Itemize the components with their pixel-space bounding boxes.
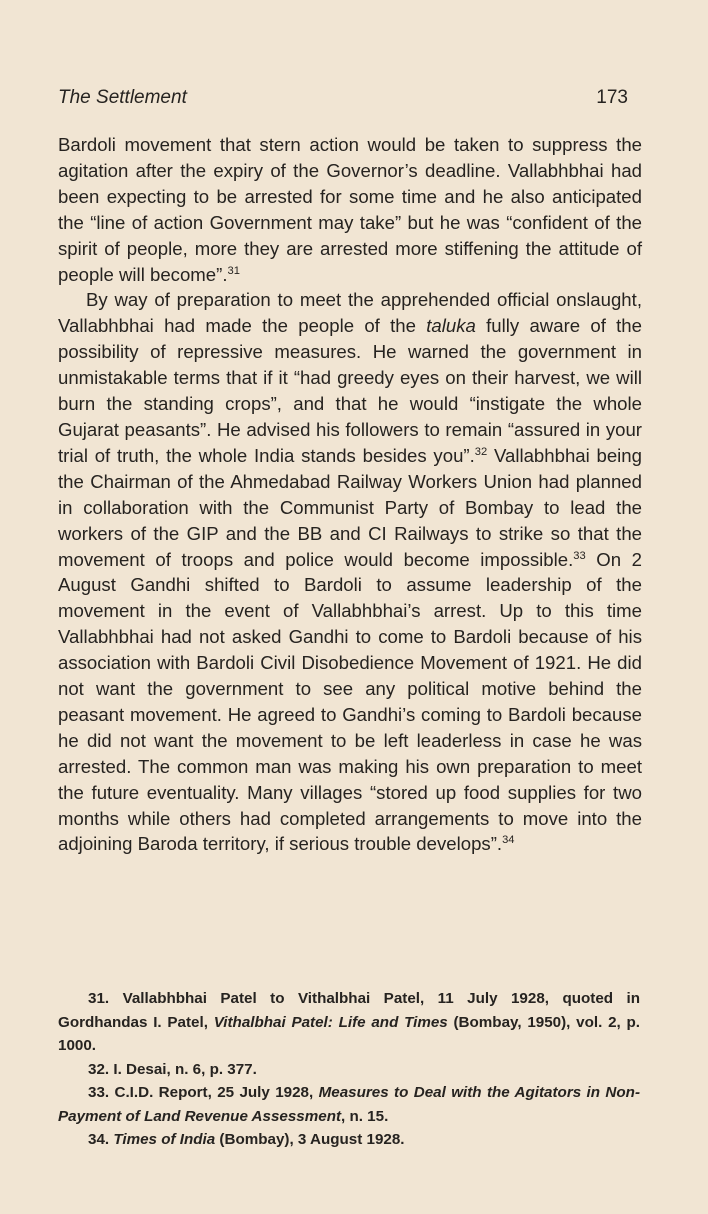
text-run: Bardoli movement that stern action would be taken to suppress the agitation after the expiry of the Governor’s deadline. Vallabhbhai had been expecting to be arrested for some time and he also anticipated the “line of action Government may take” but he was “confident of the spirit of people, more they are arrested more stiffening the attitude of people will become”. <box>58 134 642 285</box>
running-header <box>58 87 628 109</box>
footnote-number: 32. <box>88 1060 110 1078</box>
text-run: Vallabhbhai Patel to Vithalbhai Patel, 11 July 1928, quoted in Gordhandas I. Patel, <box>58 990 640 1031</box>
italic-text: taluka <box>426 315 476 337</box>
footnote-number: 31. <box>88 990 110 1007</box>
page-number: 173 <box>596 87 628 108</box>
text-run: By way of preparation to meet the apprehended official onslaught, Vallabhbhai had made the people of the <box>58 289 642 337</box>
footnote <box>58 1128 640 1152</box>
paragraph <box>58 132 642 287</box>
footnote-number: 33. <box>88 1084 110 1101</box>
footnote-number: 34. <box>88 1131 110 1148</box>
footnote <box>58 1058 640 1082</box>
footnote <box>58 1081 640 1128</box>
italic-text: Times of India <box>113 1131 216 1148</box>
footnote-ref: 34 <box>502 834 515 847</box>
footnote-ref: 31 <box>227 264 240 277</box>
footnotes <box>58 987 640 1152</box>
text-run: C.I.D. Report, 25 July 1928, <box>109 1084 319 1101</box>
text-run: On 2 August Gandhi shifted to Bardoli to assume leadership of the movement in the event of Vallabhbhai’s arrest. Up to this time Vallabhbhai had not asked Gandhi to come to Bardoli because of his association with Bardoli Civil Disobedience Movement of 1921. He did not want the government to see any political motive behind the peasant movement. He agreed to Gandhi’s coming to Bardoli because he did not want the movement to be left leaderless in case he was arrested. The common man was making his own preparation to meet the future eventuality. Many villages “stored up food supplies for two months while others had completed arrangements to move into the adjoining Baroda territory, if serious trouble develops”. <box>58 548 642 855</box>
body-text <box>58 132 642 857</box>
text-run: fully aware of the possibility of repressive measures. He warned the government in unmistakable terms that if it “had greedy eyes on their harvest, we will burn the standing crops”, and that he would “instigate the whole Gujarat peasants”. He advised his followers to remain “assured in your trial of truth, the whole India stands besides you”. <box>58 315 642 466</box>
italic-text: Vithalbhai Patel: Life and Times <box>213 1013 448 1031</box>
paragraph <box>58 287 642 857</box>
text-run: Vallabhbhai being the Chairman of the Ahmedabad Railway Workers Union had planned in collaboration with the Communist Party of Bombay to lead the workers of the GIP and the BB and CI Railways to strike so that the movement of troops and police would become impossible. <box>58 444 642 570</box>
text-run: (Bombay, 1950), vol. 2, p. 1000. <box>58 1013 640 1054</box>
footnote-ref: 33 <box>573 549 586 562</box>
text-run: I. Desai, n. 6, p. 377. <box>109 1060 257 1078</box>
footnote <box>58 987 640 1058</box>
footnote-ref: 32 <box>474 445 488 458</box>
italic-text: Measures to Deal with the Agitators in Non-Payment of Land Revenue Assessment <box>58 1084 640 1125</box>
text-run: , n. 15. <box>341 1107 389 1125</box>
text-run: (Bombay), 3 August 1928. <box>215 1131 405 1148</box>
chapter-title: The Settlement <box>58 87 187 108</box>
